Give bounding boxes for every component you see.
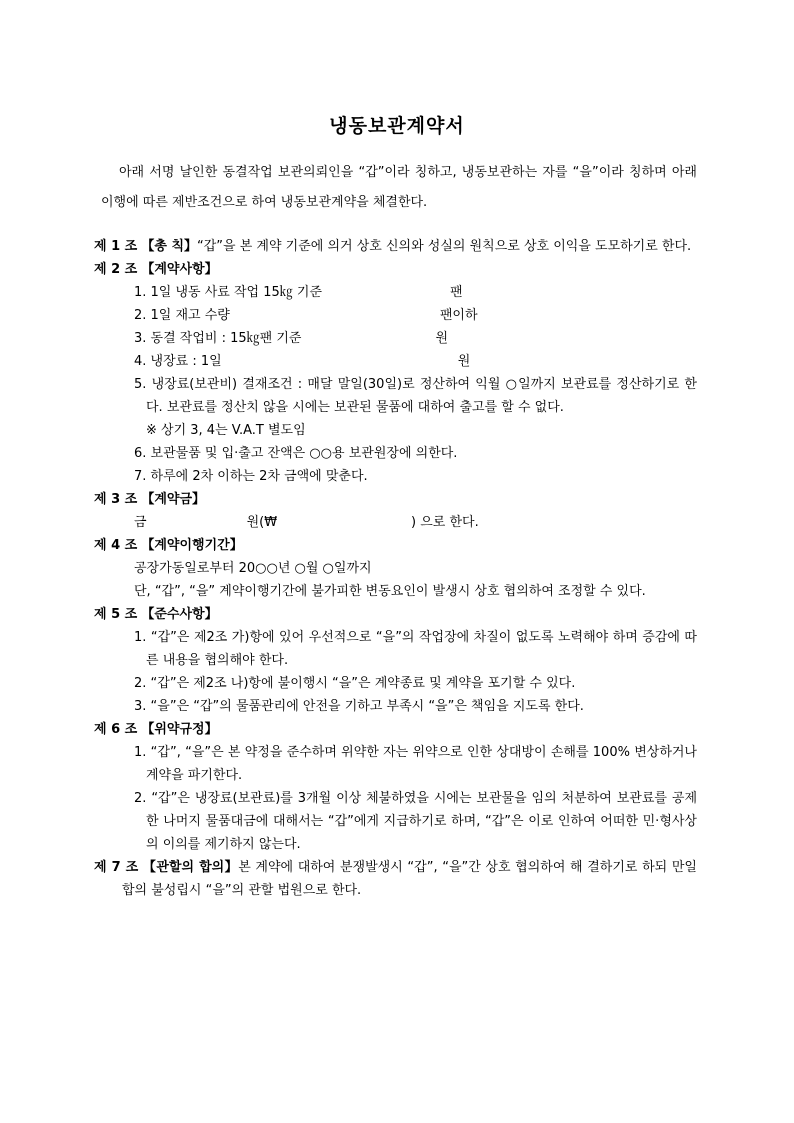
- article-2-item-1-label: 1. 1일 냉동 사료 작업 15㎏ 기준: [134, 285, 323, 300]
- article-5-item-2: 2. “갑”은 제2조 나)항에 불이행시 “을”은 계약종료 및 계약을 포기할 수 있다.: [134, 676, 576, 691]
- article-5-item-3: 3. “을”은 “갑”의 물품관리에 안전을 기하고 부족시 “을”은 책임을 지도록 한다.: [134, 699, 584, 714]
- article-2-item-5: 5. 냉장료(보관비) 결재조건 : 매달 말일(30일)로 정산하여 익월 ○일까지 보관료를 정산하기로 한다. 보관료를 정산치 않을 시에는 보관된 물품에 대하여 출고를 할 수 없다.: [134, 377, 697, 415]
- article-1-heading: [94, 235, 697, 258]
- article-5-item-1: 1. “갑”은 제2조 가)항에 있어 우선적으로 “을”의 작업장에 차질이 없도록 노력해야 하며 증감에 따른 내용을 협의해야 한다.: [134, 630, 697, 668]
- article-7-body: 본 계약에 대하여 분쟁발생시 “갑”, “을”간 상호 협의하여 해 결하기로 하되 만일 합의 불성립시 “을”의 관할 법원으로 한다.: [122, 860, 697, 898]
- article-2-note: ※ 상기 3, 4는 V.A.T 별도임: [146, 423, 306, 438]
- article-1: [94, 235, 697, 258]
- article-2-number: 제 2 조: [94, 262, 138, 277]
- article-7-heading: [94, 856, 697, 902]
- article-3-heading: [94, 488, 697, 511]
- article-6-title: 【위약규정】: [141, 722, 218, 737]
- article-5-heading: [94, 603, 697, 626]
- article-3-title: 【계약금】: [141, 492, 206, 507]
- article-4-line-2: 단, “갑”, “을” 계약이행기간에 불가피한 변동요인이 발생시 상호 협의하여 조정할 수 있다.: [134, 584, 646, 599]
- article-3-amount-suffix: ) 으로 한다.: [411, 515, 479, 530]
- article-2-item-4-unit: 원: [457, 354, 471, 369]
- document-title: 냉동보관계약서: [329, 115, 465, 137]
- article-5: [94, 603, 697, 718]
- article-3-amount-won: 원(₩: [246, 515, 278, 530]
- article-1-body: “갑”을 본 계약 기준에 의거 상호 신의와 성실의 원칙으로 상호 이익을 도모하기로 한다.: [197, 239, 692, 254]
- intro-paragraph: 아래 서명 날인한 동결작업 보관의뢰인을 “갑”이라 칭하고, 냉동보관하는 자를 “을”이라 칭하며 아래 이행에 따른 제반조건으로 하여 냉동보관계약을 체결한다.: [101, 165, 697, 210]
- article-4-number: 제 4 조: [94, 538, 138, 553]
- article-3-number: 제 3 조: [94, 492, 138, 507]
- article-2-heading: [94, 258, 697, 281]
- article-2-item-4: [94, 350, 697, 373]
- article-2-item-2-unit: 팬이하: [439, 308, 478, 323]
- article-7-number: 제 7 조: [94, 860, 139, 875]
- article-4: [94, 534, 697, 603]
- article-3-amount-line: [94, 511, 697, 534]
- article-2-item-3-label: 3. 동결 작업비 : 15㎏팬 기준: [134, 331, 302, 346]
- article-6-heading: [94, 718, 697, 741]
- article-2-item-3-unit: 원: [435, 331, 449, 346]
- article-2-item-2: [94, 304, 697, 327]
- articles: [94, 235, 697, 902]
- article-4-title: 【계약이행기간】: [141, 538, 243, 553]
- article-6-item-2: 2. “갑”은 냉장료(보관료)를 3개월 이상 체불하였을 시에는 보관물을 임의 처분하여 보관료를 공제한 나머지 물품대금에 대해서는 “갑”에게 지급하기로 하며, “갑”은 이로 인하여 어떠한 민·형사상의 이의를 제기하지 않는다.: [134, 791, 697, 852]
- article-7: [94, 856, 697, 902]
- article-2-item-6: 6. 보관물품 및 입·출고 잔액은 ○○용 보관원장에 의한다.: [134, 446, 458, 461]
- article-6-number: 제 6 조: [94, 722, 138, 737]
- article-2-title: 【계약사항】: [141, 262, 218, 277]
- article-1-number: 제 1 조: [94, 239, 138, 254]
- article-6-item-1: 1. “갑”, “을”은 본 약정을 준수하며 위약한 자는 위약으로 인한 상대방이 손해를 100% 변상하거나 계약을 파기한다.: [134, 745, 697, 783]
- article-3-amount-prefix: 금: [134, 515, 147, 530]
- article-2-item-3: [94, 327, 697, 350]
- article-6: [94, 718, 697, 856]
- article-5-number: 제 5 조: [94, 607, 138, 622]
- article-2-item-1: [94, 281, 697, 304]
- article-4-line-1: 공장가동일로부터 20○○년 ○월 ○일까지: [134, 561, 372, 576]
- article-4-heading: [94, 534, 697, 557]
- article-2-item-7: 7. 하루에 2차 이하는 2차 금액에 맞춘다.: [134, 469, 368, 484]
- article-1-title: 【총 칙】: [141, 239, 198, 254]
- article-2-item-1-unit: 팬: [450, 285, 463, 300]
- article-3: [94, 488, 697, 534]
- article-2-item-2-label: 2. 1일 재고 수량: [134, 308, 230, 323]
- article-2-item-4-label: 4. 냉장료 : 1일: [134, 354, 222, 369]
- article-7-title: 【관할의 합의】: [142, 860, 239, 875]
- article-5-title: 【준수사항】: [141, 607, 218, 622]
- article-2: [94, 258, 697, 488]
